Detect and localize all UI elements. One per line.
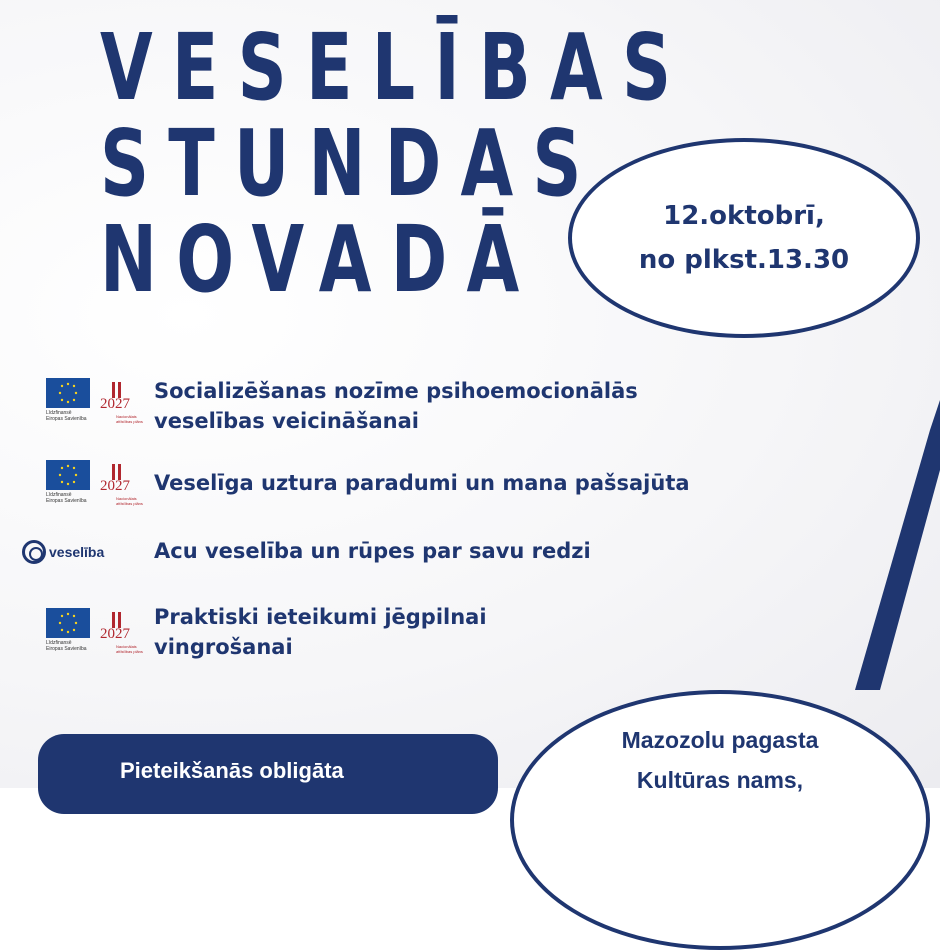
topic-text: Veselīga uztura paradumi un mana pašsajūta (154, 471, 690, 495)
veseliba-ring-icon (22, 540, 46, 564)
title-line-1: VESELĪBAS (100, 14, 691, 121)
nap-2027-logo: 2027 Nacionālais attīstības plāns (100, 464, 140, 504)
venue-line-1: Mazozolu pagasta (621, 727, 819, 753)
veseliba-logo: veselība (22, 540, 104, 564)
nap-2027-logo: 2027 Nacionālais attīstības plāns (100, 382, 140, 422)
eu-2027-logo (46, 608, 146, 656)
eu-caption: Līdzfinansē Eiropas Savienība (46, 640, 87, 652)
registration-button[interactable] (38, 734, 498, 814)
title-line-2: STUNDAS (100, 110, 601, 217)
eu-stars-icon (46, 608, 90, 638)
venue-badge (510, 690, 930, 950)
eu-2027-logo (46, 378, 146, 426)
eu-caption: Līdzfinansē Eiropas Savienība (46, 410, 87, 422)
registration-label: Pieteikšanās obligāta (120, 758, 344, 783)
eu-2027-logo (46, 460, 146, 508)
venue-line-2: Kultūras nams, (636, 767, 804, 793)
title-line-3: NOVADĀ (100, 206, 539, 313)
date-line-1: 12.oktobrī, (663, 201, 825, 231)
eu-stars-icon (46, 460, 90, 490)
eu-caption: Līdzfinansē Eiropas Savienība (46, 492, 87, 504)
eu-stars-icon (46, 378, 90, 408)
topic-text: Acu veselība un rūpes par savu redzi (154, 539, 591, 563)
date-badge (568, 138, 920, 338)
date-line-2: no plkst.13.30 (638, 245, 850, 275)
topic-text: Socializēšanas nozīme psihoemocionālās veselības veicināšanai (154, 379, 638, 433)
nap-2027-logo: 2027 Nacionālais attīstības plāns (100, 612, 140, 652)
topic-text: Praktiski ieteikumi jēgpilnai vingrošanai (154, 605, 487, 659)
